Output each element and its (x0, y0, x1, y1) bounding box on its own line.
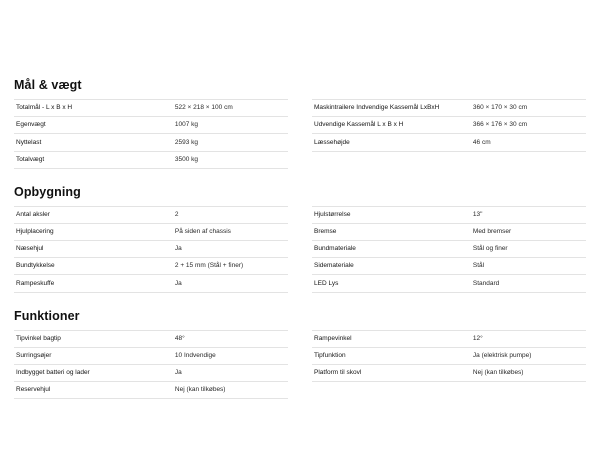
spec-value: 10 Indvendige (174, 351, 216, 359)
section-columns (14, 99, 586, 169)
section-funktioner (14, 309, 586, 400)
spec-value: 12° (472, 334, 483, 342)
spec-label: Udvendige Kassemål L x B x H (314, 121, 404, 129)
spec-label: Næsehjul (16, 245, 44, 253)
spec-table (14, 206, 288, 293)
spec-label: Tipfunktion (314, 351, 346, 359)
spec-label: Tipvinkel bagtip (16, 334, 61, 342)
spec-value: 2 (174, 210, 179, 218)
section-title: Funktioner (14, 308, 80, 323)
table-row (312, 117, 586, 134)
spec-label: Bundtykkelse (16, 262, 55, 270)
table-row (14, 151, 288, 168)
spec-value: Standard (472, 279, 500, 287)
spec-value: Stål (472, 262, 485, 270)
table-row (312, 223, 586, 240)
spec-label: Reservehjul (16, 386, 51, 394)
spec-table (312, 330, 586, 383)
section-opbygning (14, 185, 586, 293)
spec-label: Rampevinkel (314, 334, 352, 342)
spec-label: Nyttelast (16, 138, 42, 146)
spec-label: Læssehøjde (314, 138, 350, 146)
table-row (312, 330, 586, 347)
table-row (312, 275, 586, 292)
spec-value: 13" (472, 210, 483, 218)
table-row (14, 330, 288, 347)
column-right (312, 206, 586, 293)
spec-value: Ja (174, 279, 182, 287)
spec-label: Totalvægt (16, 155, 45, 163)
spec-label: Hjulstørrelse (314, 210, 351, 218)
spec-table (14, 99, 288, 169)
spec-table (312, 206, 586, 293)
spec-value: Med bremser (472, 228, 512, 236)
section-columns (14, 206, 586, 293)
table-row (312, 206, 586, 223)
spec-value: 3500 kg (174, 155, 199, 163)
table-row (14, 134, 288, 151)
section-title: Opbygning (14, 184, 81, 199)
spec-label: Surringsøjer (16, 351, 52, 359)
spec-value: Ja (174, 369, 182, 377)
spec-value: 366 × 176 × 30 cm (472, 121, 528, 129)
table-row (14, 275, 288, 292)
spec-value: 48° (174, 334, 185, 342)
table-row (14, 100, 288, 117)
column-left (14, 99, 288, 169)
table-row (14, 347, 288, 364)
column-right (312, 99, 586, 169)
table-row (14, 117, 288, 134)
section-title: Mål & vægt (14, 78, 82, 92)
table-row (14, 258, 288, 275)
section-columns (14, 330, 586, 400)
spec-label: Maskintrailere Indvendige Kassemål LxBxH (314, 104, 440, 112)
table-row (312, 258, 586, 275)
column-left (14, 206, 288, 293)
table-row (14, 364, 288, 381)
table-row (312, 364, 586, 381)
spec-value: Ja (174, 245, 182, 253)
spec-label: LED Lys (314, 279, 339, 287)
table-row (14, 223, 288, 240)
spec-value: 46 cm (472, 138, 491, 146)
spec-label: Egenvægt (16, 121, 46, 129)
table-row (312, 100, 586, 117)
spec-value: Nej (kan tilkøbes) (472, 369, 524, 377)
column-right (312, 330, 586, 400)
spec-label: Hjulplacering (16, 228, 54, 236)
spec-label: Bremse (314, 228, 337, 236)
table-row (312, 347, 586, 364)
spec-table (312, 99, 586, 152)
spec-value: Ja (elektrisk pumpe) (472, 351, 532, 359)
spec-label: Antal aksler (16, 210, 50, 218)
section-maal-og-vaegt (14, 78, 586, 169)
spec-value: Stål og finer (472, 245, 508, 253)
spec-label: Totalmål - L x B x H (16, 104, 73, 112)
table-row (14, 206, 288, 223)
spec-value: Nej (kan tilkøbes) (174, 386, 226, 394)
column-left (14, 330, 288, 400)
spec-value: 1007 kg (174, 121, 199, 129)
table-row (312, 134, 586, 151)
spec-label: Rampeskuffe (16, 279, 55, 287)
spec-table (14, 330, 288, 400)
spec-label: Indbygget batteri og lader (16, 369, 90, 377)
table-row (14, 382, 288, 399)
spec-label: Platform til skovl (314, 369, 362, 377)
spec-value: 360 × 170 × 30 cm (472, 104, 528, 112)
spec-label: Bundmateriale (314, 245, 356, 253)
spec-label: Sidemateriale (314, 262, 354, 270)
spec-value: 2593 kg (174, 138, 199, 146)
table-row (14, 241, 288, 258)
spec-value: 2 + 15 mm (Stål + finer) (174, 262, 244, 270)
spec-value: 522 × 218 × 100 cm (174, 104, 233, 112)
table-row (312, 241, 586, 258)
spec-value: På siden af chassis (174, 228, 231, 236)
